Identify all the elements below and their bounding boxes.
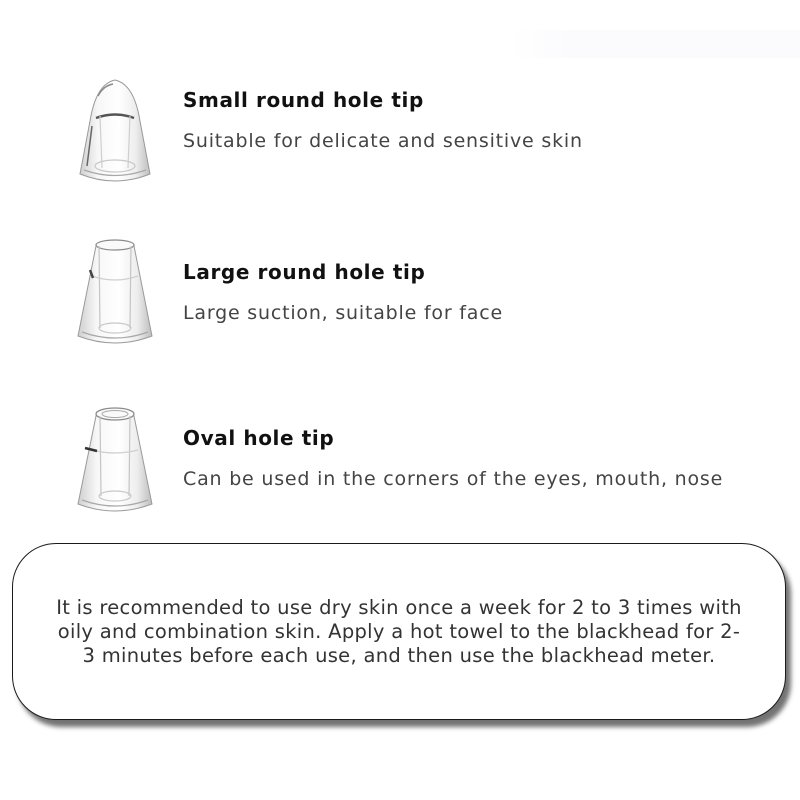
tip-title: Oval hole tip [183, 426, 335, 450]
oval-hole-tip-icon [70, 398, 160, 518]
tip-title: Large round hole tip [183, 260, 426, 284]
usage-recommendation-text: It is recommended to use dry skin once a week for 2 to 3 times with oily and combination skin. Apply a hot towel to the blackhead for 2-3 minutes before each use, and then use the blackhead meter. [56, 596, 742, 667]
tip-description: Suitable for delicate and sensitive skin [183, 130, 583, 152]
tip-title: Small round hole tip [183, 88, 424, 112]
tip-description: Can be used in the corners of the eyes, mouth, nose [183, 468, 724, 490]
usage-recommendation-box [12, 543, 786, 720]
small-round-hole-tip-icon [70, 66, 160, 186]
tip-description: Large suction, suitable for face [183, 302, 503, 324]
large-round-hole-tip-icon [70, 230, 160, 350]
background-band [510, 30, 800, 58]
